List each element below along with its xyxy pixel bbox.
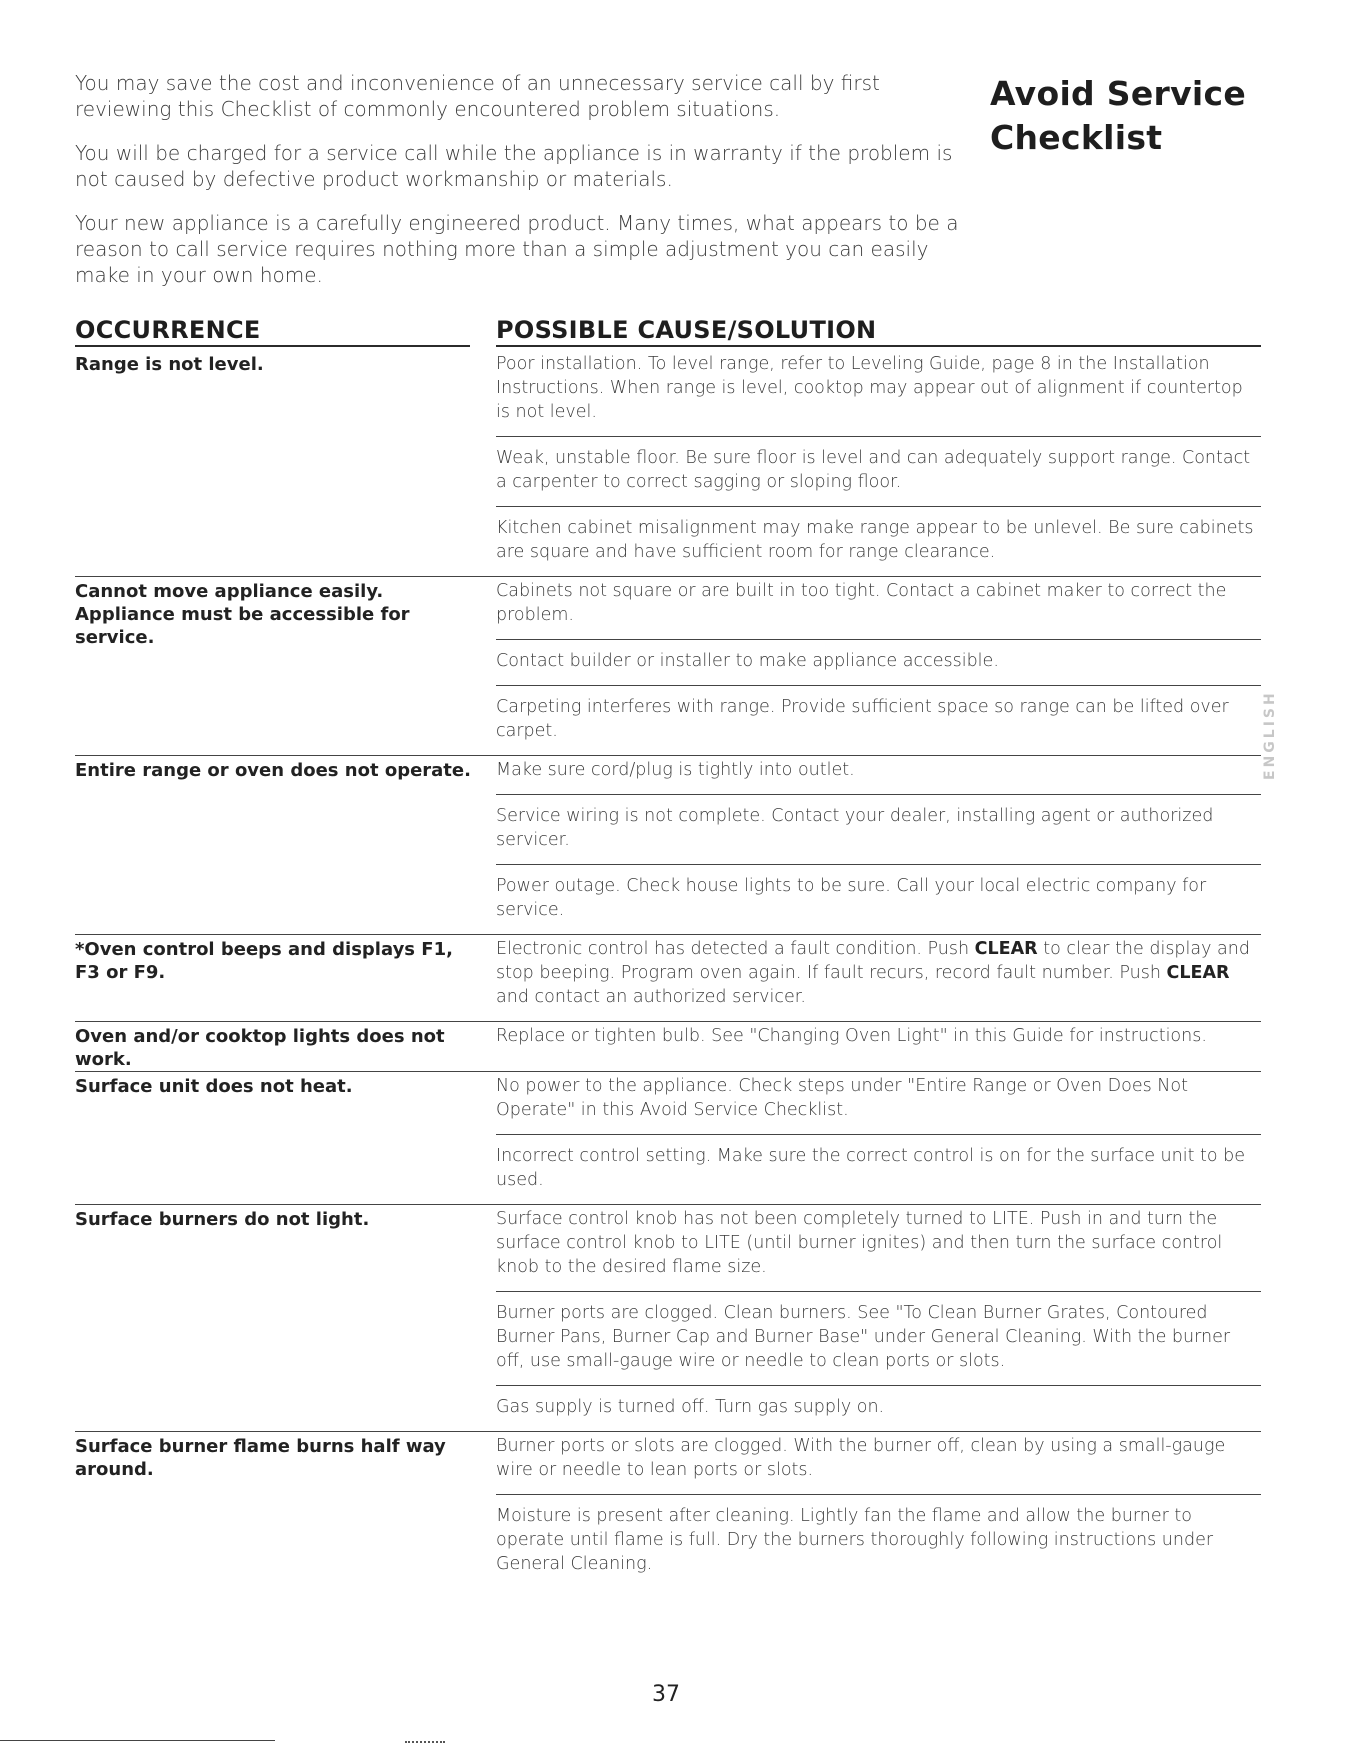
intro-paragraph-2: You will be charged for a service call while the appliance is in warranty if the problem is not caused by defective product workmanship or materials. (75, 141, 953, 191)
cause-item: Gas supply is turned off. Turn gas supply on. (496, 1385, 1261, 1431)
cause-item: Carpeting interferes with range. Provide sufficient space so range can be lifted over carpet. (496, 685, 1261, 755)
cause-item (496, 935, 1261, 1021)
table-row (75, 1205, 1261, 1432)
occurrence-column-header: OCCURRENCE (75, 316, 470, 347)
cause-cell (496, 1432, 1261, 1588)
cause-text: and contact an authorized servicer. (496, 987, 806, 1007)
cause-item: Contact builder or installer to make appliance accessible. (496, 639, 1261, 685)
page-number: 37 (652, 1682, 680, 1707)
cause-cell (496, 350, 1261, 576)
cause-item: Weak, unstable floor. Be sure floor is level and can adequately support range. Contact a carpenter to correct sagging or sloping floor. (496, 436, 1261, 506)
table-row (75, 1432, 1261, 1588)
clear-key-label: CLEAR (974, 939, 1038, 959)
cause-item: Cabinets not square or are built in too tight. Contact a cabinet maker to correct the problem. (496, 581, 1227, 625)
language-side-tab: ENGLISH (1262, 690, 1278, 780)
cause-item: Incorrect control setting. Make sure the correct control is on for the surface unit to be used. (496, 1134, 1261, 1204)
cause-cell (496, 1022, 1261, 1071)
page-title-line-2: Checklist (990, 118, 1163, 157)
footer-dots (405, 1741, 445, 1743)
cause-column-header: POSSIBLE CAUSE/SOLUTION (496, 316, 1261, 347)
cause-cell (496, 756, 1261, 934)
clear-key-label: CLEAR (1166, 963, 1230, 983)
cause-cell (496, 577, 1261, 755)
table-row (75, 577, 1261, 756)
cause-item: Surface control knob has not been completely turned to LITE. Push in and turn the surface control knob to LITE (until burner ignites) and then turn the surface control knob to the desired flame size. (496, 1209, 1223, 1277)
intro-section (75, 70, 975, 306)
occurrence-cell: Range is not level. (75, 354, 264, 375)
table-row (75, 935, 1261, 1022)
table-row (75, 1072, 1261, 1205)
page-title (990, 72, 1330, 160)
occurrence-cell: *Oven control beeps and displays F1, F3 or F9. (75, 939, 453, 983)
cause-item: Power outage. Check house lights to be sure. Call your local electric company for service. (496, 864, 1261, 934)
cause-item: No power to the appliance. Check steps under "Entire Range or Oven Does Not Operate" in this Avoid Service Checklist. (496, 1076, 1188, 1120)
cause-cell (496, 935, 1261, 1021)
occurrence-cell: Cannot move appliance easily. Appliance must be accessible for service. (75, 581, 410, 648)
table-row (75, 756, 1261, 935)
table-header (75, 316, 1261, 348)
occurrence-cell: Surface burner flame burns half way around. (75, 1436, 446, 1480)
cause-item: Moisture is present after cleaning. Lightly fan the flame and allow the burner to operate until flame is full. Dry the burners thoroughly following instructions under General Cleaning. (496, 1494, 1261, 1588)
cause-item: Kitchen cabinet misalignment may make range appear to be unlevel. Be sure cabinets are square and have sufficient room for range clearance. (496, 506, 1261, 576)
cause-cell (496, 1072, 1261, 1204)
intro-paragraph-3: Your new appliance is a carefully engineered product. Many times, what appears to be a reason to call service requires nothing more than a simple adjustment you can easily make in your own home. (75, 211, 959, 287)
intro-paragraph-1: You may save the cost and inconvenience of an unnecessary service call by first reviewing this Checklist of commonly encountered problem situations. (75, 71, 880, 121)
cause-cell (496, 1205, 1261, 1431)
cause-item: Poor installation. To level range, refer to Leveling Guide, page 8 in the Installation Instructions. When range is level, cooktop may appear out of alignment if countertop is not level. (496, 354, 1243, 422)
cause-item: Burner ports are clogged. Clean burners. See "To Clean Burner Grates, Contoured Burner Pans, Burner Cap and Burner Base" under General Cleaning. With the burner off, use small-gauge wire or needle to clean ports or slots. (496, 1291, 1261, 1385)
footer-rule (0, 1740, 275, 1741)
cause-item: Service wiring is not complete. Contact your dealer, installing agent or authorized servicer. (496, 794, 1261, 864)
occurrence-cell: Oven and/or cooktop lights does not work. (75, 1026, 445, 1070)
table-row (75, 1022, 1261, 1072)
occurrence-cell: Surface burners do not light. (75, 1209, 370, 1230)
cause-item: Burner ports or slots are clogged. With the burner off, clean by using a small-gauge wire or needle to lean ports or slots. (496, 1436, 1226, 1480)
table-row (75, 350, 1261, 577)
page-title-line-1: Avoid Service (990, 74, 1247, 113)
cause-item: Replace or tighten bulb. See "Changing Oven Light" in this Guide for instructions. (496, 1026, 1207, 1046)
cause-text: Electronic control has detected a fault condition. Push (496, 939, 975, 959)
occurrence-cell: Surface unit does not heat. (75, 1076, 353, 1097)
checklist-table (75, 350, 1261, 1588)
cause-item: Make sure cord/plug is tightly into outlet. (496, 760, 855, 780)
occurrence-cell: Entire range or oven does not operate. (75, 760, 471, 781)
cause-text: to clear the display and stop beeping. Program oven again. If fault recurs, record fault number. Push (496, 939, 1250, 983)
